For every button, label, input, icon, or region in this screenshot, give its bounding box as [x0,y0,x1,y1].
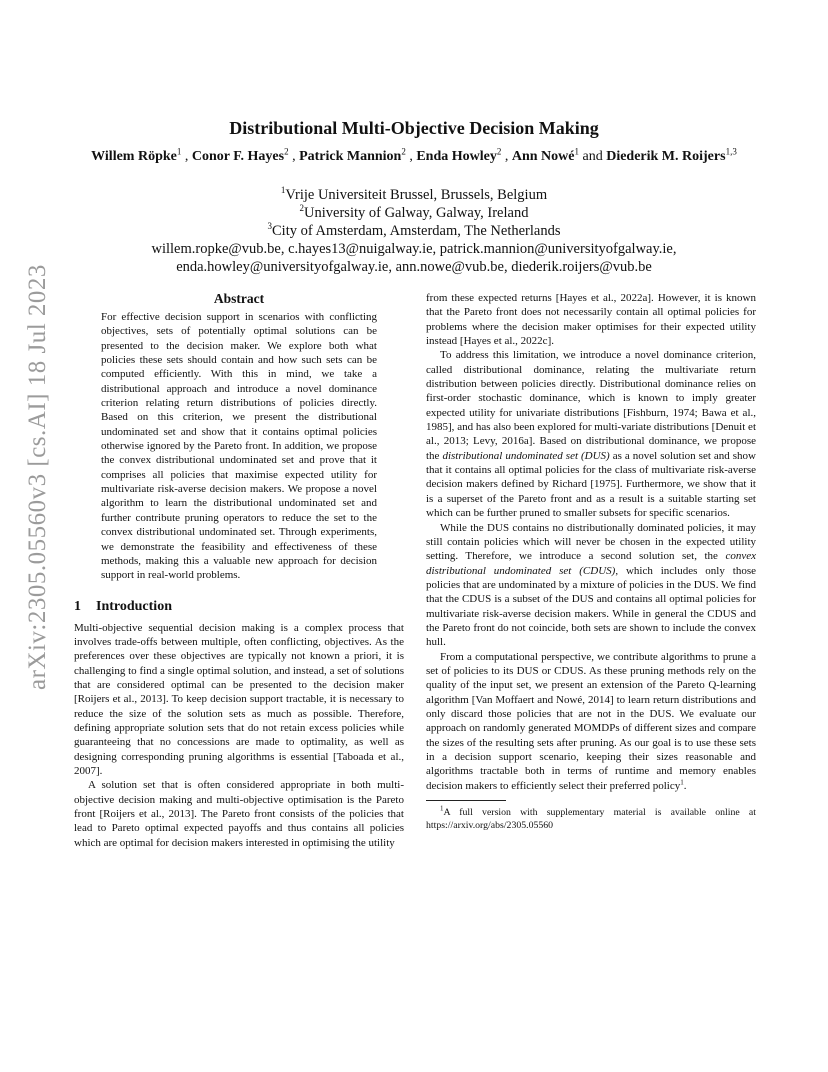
intro-paragraph-5: While the DUS contains no distributionally dominated policies, it may still contain policies which will never be chosen in the expected utility setting. Therefore, we introduce a second solution set, the convex distributional undominated set (CDUS), which includes only those policies that are undominated by a mixture of policies in the DUS. We find that the CDUS is a subset of the DUS and contains all optimal policies for multivariate risk-averse decision makers. While in general the CDUS and the Pareto front do not coincide, both sets are shown to include the convex hull. [426,521,756,649]
section-number: 1 [74,598,81,614]
footnote: $^1$A full version with supplementary material is available online at https://arxiv.org/abs/2305.05560 [426,804,756,831]
author-name: Ann Nowé [511,149,575,164]
author-list: Willem Röpke$^1$ , Conor F. Hayes$^2$ , Patrick Mannion$^2$ , Enda Howley$^2$ , Ann Nowé$^1$ and Diederik M. Roijers$^{1,3}$ [91,146,737,164]
author-affiliation-mark: 1 [176,146,182,157]
arxiv-stamp: arXiv:2305.05560v3 [cs.AI] 18 Jul 2023 [24,264,51,690]
abstract-heading: Abstract [213,291,265,306]
right-column [426,291,756,832]
author-name: Enda Howley [416,149,497,164]
author-affiliation-mark: 1 [574,146,579,157]
author-name: Patrick Mannion [299,149,402,164]
email-line-1: willem.ropke@vub.be, c.hayes13@nuigalway.ie, patrick.mannion@universityofgalway.ie, [151,241,677,257]
cdus-term: convex distributional undominated set (CDUS) [426,550,756,577]
affiliations [62,186,766,276]
paper-title: Distributional Multi-Objective Decision Making [229,118,599,138]
author-conjunction: and [582,149,603,164]
author-name: Conor F. Hayes [191,149,285,164]
affiliation-2: $^2$University of Galway, Galway, Ireland [299,203,529,221]
affiliation-3: $^3$City of Amsterdam, Amsterdam, The Netherlands [267,221,561,239]
email-line-2: enda.howley@universityofgalway.ie, ann.nowe@vub.be, diederik.roijers@vub.be [176,259,652,275]
intro-paragraph-3: from these expected returns [Hayes et al., 2022a]. However, it is known that the Pareto front does not necessarily contain all optimal policies for problems where the decision maker optimises for their expected utility instead [Hayes et al., 2022c]. [426,292,756,348]
author-affiliation-mark: 1,3 [725,146,737,157]
left-column [74,290,404,850]
author-name: Diederik M. Roijers [606,149,726,164]
intro-paragraph-6: From a computational perspective, we contribute algorithms to prune a set of policies to its DUS or CDUS. As these pruning methods rely on the quality of the input set, we present an extension of the Pareto Q-learning algorithm [Van Moffaert and Nowé, 2014] to learn return distributions and only discard those policies that are not in the DUS. We evaluate our approach on randomly generated MOMDPs of different sizes and compare the sizes of the resulting sets after pruning. As our goal is to use these sets in a decision support scenario, keeping their sizes reasonable and algorithms tractable both in terms of runtime and memory enables decision makers to efficiently select their preferred policy$^1$. [426,650,756,792]
intro-paragraph-2: A solution set that is often considered appropriate in both multi-objective decision making and multi-objective optimisation is the Pareto front [Roijers et al., 2013]. The Pareto front consists of the policies that lead to Pareto optimal expected payoffs and thus contains all policies which are optimal for decision makers interested in optimising the utility [74,779,404,849]
abstract-text: For effective decision support in scenarios with conflicting objectives, sets of potentially optimal solutions can be presented to the decision maker. We explore both what policies these sets should contain and how such sets can be computed efficiently. With this in mind, we take a distributional approach and introduce a novel dominance criterion relating return distributions of policies directly. Based on this criterion, we present the distributional undominated set and show that it contains optimal policies otherwise ignored by the Pareto front. In addition, we propose the convex distributional undominated set and prove that it comprises all policies that maximise expected utility for multivariate risk-averse decision makers. We propose a novel algorithm to learn the distributional undominated set and further contribute pruning operators to reduce the set to the convex distributional undominated set. Through experiments, we demonstrate the feasibility and effectiveness of these methods, making this a valuable new approach for decision support in real-world problems. [101,311,377,582]
author-affiliation-mark: 2 [496,146,502,157]
author-affiliation-mark: 2 [284,146,289,157]
author-affiliation-mark: 2 [401,146,406,157]
author-name: Willem Röpke [91,149,177,164]
footnote-marker: 1 [680,778,684,787]
intro-paragraph-4: To address this limitation, we introduce a novel dominance criterion, called distributional dominance, relating the multivariate return distribution between policies directly. Distributional dominance relies on first-order stochastic dominance, which is known to imply greater expected utility for univariate distributions [Fishburn, 1974; Bawa et al., 1985], and has also been explored for multi-variate distributions [Denuit et al., 2013; Levy, 2016a]. Based on distributional dominance, we propose the distributional undominated set (DUS) as a novel solution set and show that it contains all optimal policies for the class of multivariate risk-averse decision makers defined by Richard [1975]. Furthermore, we show that it is a superset of the Pareto front and as a result is a suitable starting set which can be further pruned to smaller subsets for specific scenarios. [426,349,756,520]
footnote-divider [426,800,506,801]
affiliation-1: $^1$Vrije Universiteit Brussel, Brussels, Belgium [280,185,548,203]
dus-term: distributional undominated set (DUS) [442,449,610,462]
section-heading-introduction [74,599,404,615]
section-title: Introduction [96,598,172,614]
intro-paragraph-1: Multi-objective sequential decision making is a complex process that involves trade-offs between multiple, often conflicting, objectives. As the preferences over these objectives are typically not known a priori, it is challenging to find a single optimal solution, and instead, a set of solutions that are considered optimal can be presented to the decision maker [Roijers et al., 2013]. To keep decision support tractable, it is necessary to reduce the size of the solution sets as much as possible. Therefore, defining appropriate solution sets that do not retain excess policies while guaranteeing that no concessions are made to optimality, as well as designing corresponding pruning algorithms is essential [Taboada et al., 2007]. [74,621,404,777]
